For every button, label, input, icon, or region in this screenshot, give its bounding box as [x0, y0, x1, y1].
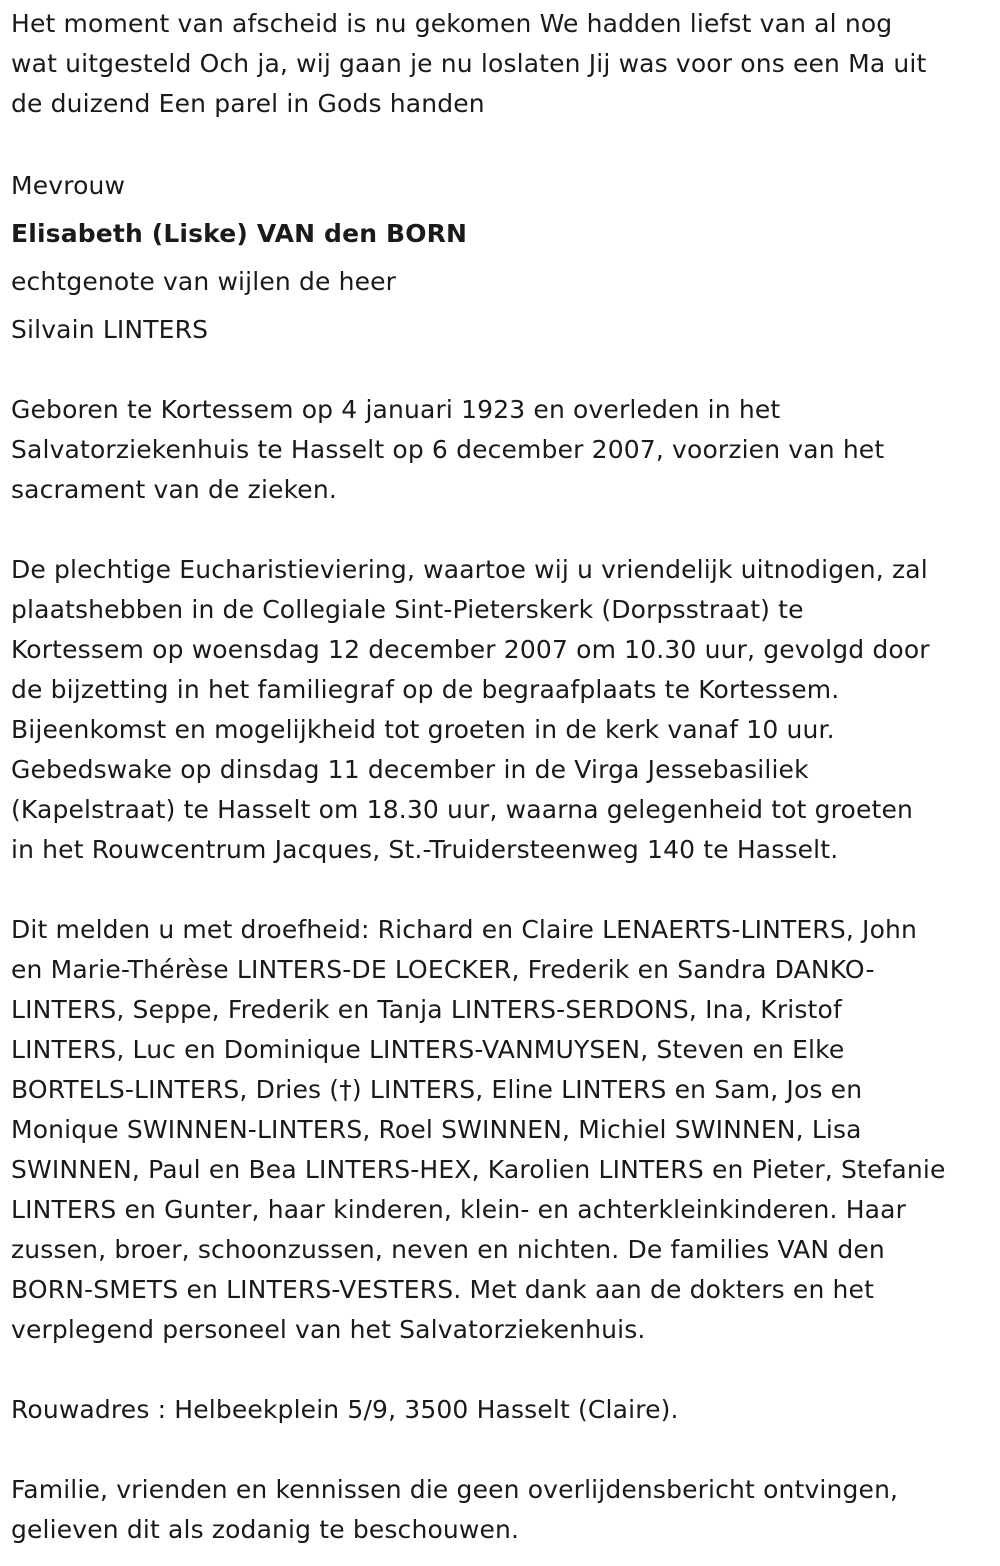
deceased-name: Elisabeth (Liske) VAN den BORN [11, 219, 468, 248]
announcement-paragraph: Dit melden u met droefheid: Richard en Claire LENAERTS-LINTERS, John en Marie-Thérèse LINTERS-DE LOECKER, Frederik en Sandra DANKO- LINTERS, Seppe, Frederik en Tanja LINTERS-SERDONS, Ina, Kristof LINTERS, Luc en Dominique LINTERS-VANMUYSEN, Steven en Elke BORTELS-LINTERS, Dries (†) LINTERS, Eline LINTERS en Sam, Jos en Monique SWINNEN-LINTERS, Roel SWINNEN, Michiel SWINNEN, Lisa SWINNEN, Paul en Bea LINTERS-HEX, Karolien LINTERS en Pieter, Stefanie LINTERS en Gunter, haar kinderen, klein- en achterkleinkinderen. Haar zussen, broer, schoonzussen, neven en nichten. De families VAN den BORN-SMETS en LINTERS-VESTERS. Met dank aan de dokters en het verplegend personeel van het Salvatorziekenhuis. [11, 915, 946, 1344]
closing-note: Familie, vrienden en kennissen die geen overlijdensbericht ontvingen, gelieven dit als zodanig te beschouwen. [11, 1475, 899, 1544]
deceased-title: Mevrouw [11, 171, 126, 200]
poem-paragraph: Het moment van afscheid is nu gekomen We hadden liefst van al nog wat uitgesteld Och ja, wij gaan je nu loslaten Jij was voor ons een Ma uit de duizend Een parel in Gods handen [11, 9, 927, 118]
relation-text: echtgenote van wijlen de heer [11, 267, 397, 296]
spouse-name: Silvain LINTERS [11, 315, 209, 344]
birth-death-paragraph: Geboren te Kortessem op 4 januari 1923 en overleden in het Salvatorziekenhuis te Hasselt op 6 december 2007, voorzien van het sacrament van de zieken. [11, 395, 885, 504]
ceremony-paragraph: De plechtige Eucharistieviering, waartoe wij u vriendelijk uitnodigen, zal plaatshebben in de Collegiale Sint-Pieterskerk (Dorpsstraat) te Kortessem op woensdag 12 december 2007 om 10.30 uur, gevolgd door de bijzetting in het familiegraf op de begraafplaats te Kortessem. Bijeenkomst en mogelijkheid tot groeten in de kerk vanaf 10 uur. Gebedswake op dinsdag 11 december in de Virga Jessebasiliek (Kapelstraat) te Hasselt om 18.30 uur, waarna gelegenheid tot groeten in het Rouwcentrum Jacques, St.-Truidersteenweg 140 te Hasselt. [11, 555, 930, 864]
mourning-address: Rouwadres : Helbeekplein 5/9, 3500 Hasselt (Claire). [11, 1395, 679, 1424]
